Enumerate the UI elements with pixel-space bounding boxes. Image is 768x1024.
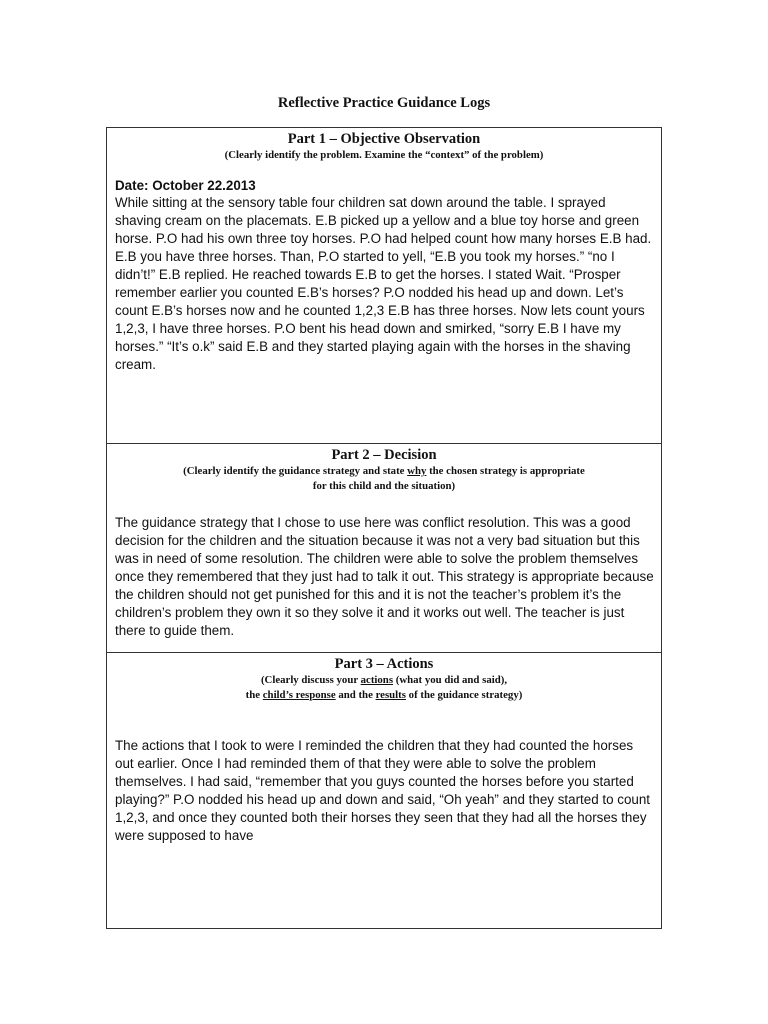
part3-section — [107, 652, 661, 928]
part1-instructions: (Clearly identify the problem. Examine the “context” of the problem) — [224, 149, 544, 161]
part1-title: Part 1 – Objective Observation — [287, 131, 481, 147]
part2-body: The guidance strategy that I chose to use here was conflict resolution. This was a good decision for the children and the situation because it was not a very bad situation but this was in need of some resolution. The children were able to solve the problem themselves once they remembered that they just had to talk it out. This strategy is appropriate because the children should not get punished for this and it is not the teacher’s problem it’s the children’s problem they own it so they solve it and it works out well. The teacher is just there to guide them. — [115, 515, 654, 638]
part3-instr-text-3: the — [245, 689, 263, 701]
part1-section — [107, 128, 661, 443]
part2-instructions-line2: for this child and the situation) — [312, 480, 456, 492]
part3-instr-text: (Clearly discuss your — [260, 674, 361, 686]
part3-body: The actions that I took to were I reminded the children that they had counted the horses out earlier. Once I had reminded them of that they were able to solve the problem themselves. I had said, “remember that you guys counted the horses before you started playing?” P.O nodded his head up and down and said, “Oh yeah” and they started to count 1,2,3, and once they counted both their horses they seen that they had all the horses they were supposed to have — [115, 738, 651, 843]
part3-instr-text-2: (what you did and said), — [393, 674, 508, 686]
part3-instr-actions: actions — [360, 674, 394, 686]
part3-instructions — [107, 673, 661, 688]
part3-instructions-line2 — [107, 688, 661, 703]
part2-instr-text: (Clearly identify the guidance strategy and state — [183, 465, 408, 477]
observation-date: Date: October 22.2013 — [115, 178, 256, 193]
part3-title: Part 3 – Actions — [334, 656, 434, 672]
part3-instr-text-4: and the — [335, 689, 376, 701]
guidance-log-table — [106, 127, 662, 929]
document-title: Reflective Practice Guidance Logs — [277, 95, 491, 111]
part3-instr-results: results — [375, 689, 406, 701]
part3-instr-text-5: of the guidance strategy) — [405, 689, 523, 701]
part2-instructions — [107, 464, 661, 479]
part2-instr-text-2: the chosen strategy is appropriate — [426, 465, 585, 477]
part3-instr-response: child’s response — [262, 689, 336, 701]
part1-body: While sitting at the sensory table four children sat down around the table. I sprayed shaving cream on the placemats. E.B picked up a yellow and a blue toy horse and green horse. P.O had his own three toy horses. P.O had helped count how many horses E.B had. E.B you have three horses. Than, P.O started to yell, “E.B you took my horses.” “no I didn’t!” E.B replied. He reached towards E.B to get the horses. I stated Wait. “Prosper remember earlier you counted E.B’s horses? P.O nodded his head up and down. Let’s count E.B’s horses now and he counted 1,2,3 E.B has three horses. Now lets count yours 1,2,3, I have three horses. P.O bent his head down and smirked, “sorry E.B I have my horses.” “It’s o.k” said E.B and they started playing again with the horses in the shaving cream. — [115, 195, 652, 372]
part2-instr-why: why — [407, 465, 427, 477]
part2-section — [107, 443, 661, 652]
part2-title: Part 2 – Decision — [331, 447, 437, 463]
